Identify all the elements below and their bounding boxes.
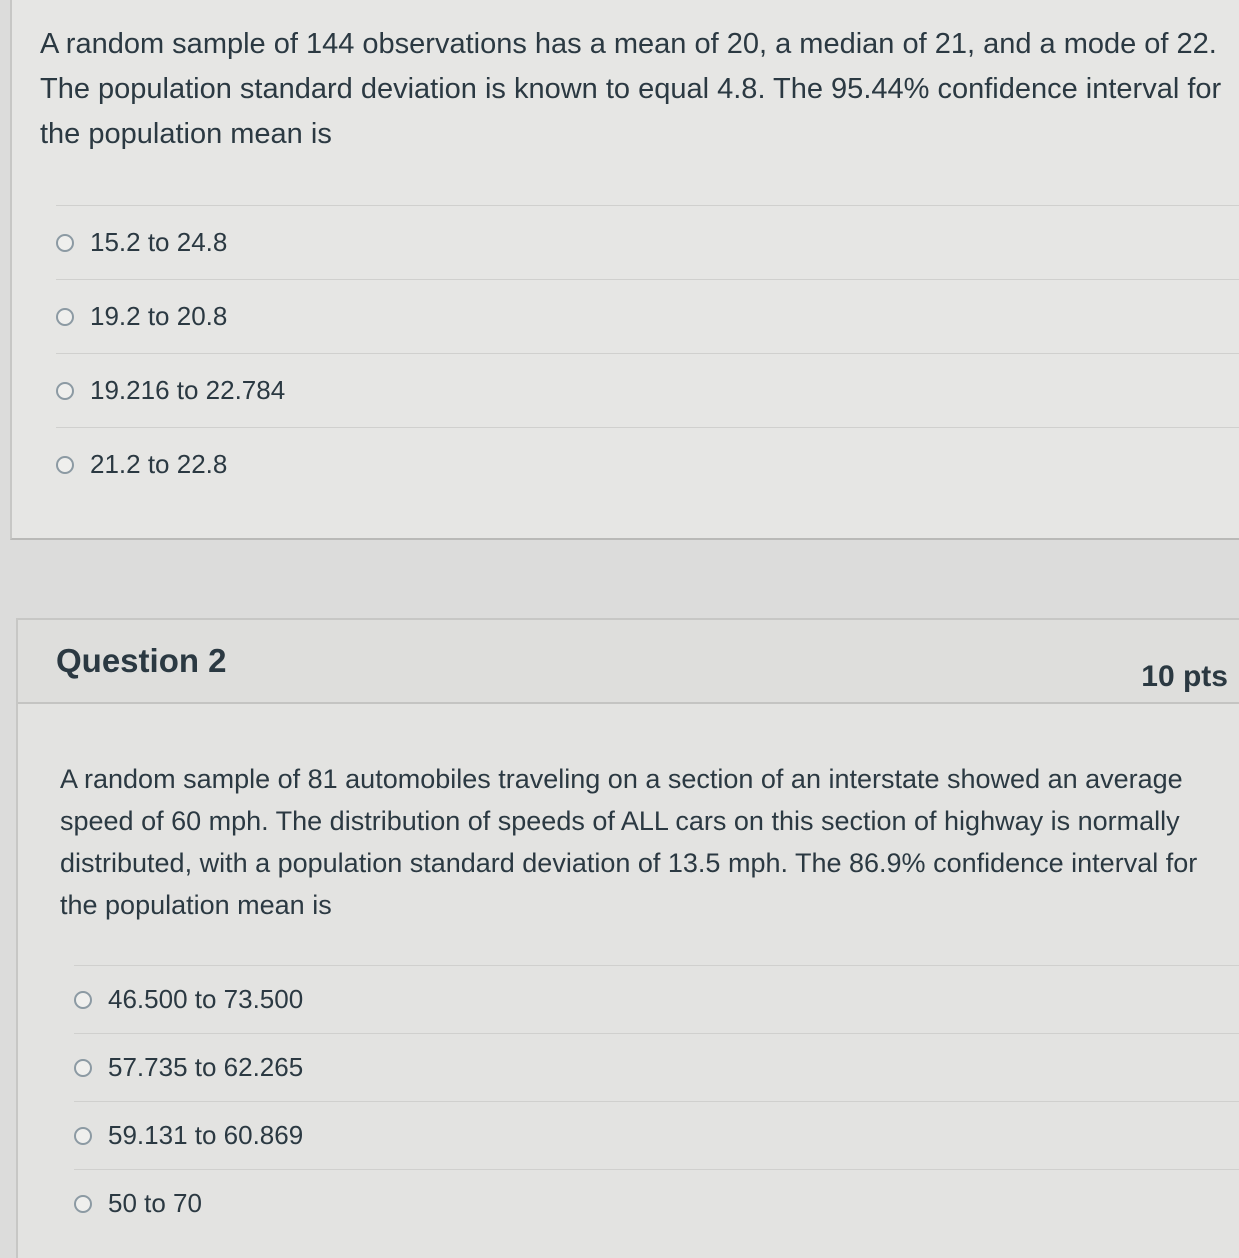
question-1-text: A random sample of 144 observations has a mean of 20, a median of 21, and a mode of 22. The population standard deviation is known to equal 4.8. The 95.44% confidence interval for the population mean is (40, 28, 1222, 150)
answer-option[interactable] (56, 279, 1239, 353)
answer-label: 59.131 to 60.869 (108, 1120, 304, 1150)
answer-option[interactable] (74, 1101, 1239, 1169)
answer-label: 19.2 to 20.8 (90, 301, 228, 331)
answer-label: 57.735 to 62.265 (108, 1052, 304, 1082)
answer-label: 50 to 70 (108, 1188, 202, 1218)
question-2-card (16, 618, 1239, 1258)
question-1-answers (12, 205, 1239, 501)
answer-label: 21.2 to 22.8 (90, 449, 228, 479)
radio-button[interactable] (56, 308, 74, 326)
answer-label: 15.2 to 24.8 (90, 227, 228, 257)
radio-button[interactable] (74, 1195, 92, 1213)
radio-button[interactable] (56, 456, 74, 474)
question-2-text: A random sample of 81 automobiles traveling on a section of an interstate showed an average speed of 60 mph. The distribution of speeds of ALL cars on this section of highway is normally distributed, with a population standard deviation of 13.5 mph. The 86.9% confidence interval for the population mean is (60, 764, 1198, 920)
question-1-card (10, 0, 1239, 540)
question-points: 10 pts (1141, 660, 1228, 693)
answer-option[interactable] (56, 353, 1239, 427)
answer-label: 46.500 to 73.500 (108, 984, 304, 1014)
question-2-answers (18, 965, 1239, 1237)
answer-label: 19.216 to 22.784 (90, 375, 286, 405)
radio-button[interactable] (74, 1127, 92, 1145)
question-2-header (18, 620, 1239, 704)
answer-option[interactable] (56, 205, 1239, 279)
answer-option[interactable] (74, 965, 1239, 1033)
question-title: Question 2 (56, 642, 227, 679)
radio-button[interactable] (74, 991, 92, 1009)
answer-option[interactable] (74, 1033, 1239, 1101)
radio-button[interactable] (56, 382, 74, 400)
radio-button[interactable] (74, 1059, 92, 1077)
radio-button[interactable] (56, 234, 74, 252)
answer-option[interactable] (56, 427, 1239, 501)
answer-option[interactable] (74, 1169, 1239, 1237)
